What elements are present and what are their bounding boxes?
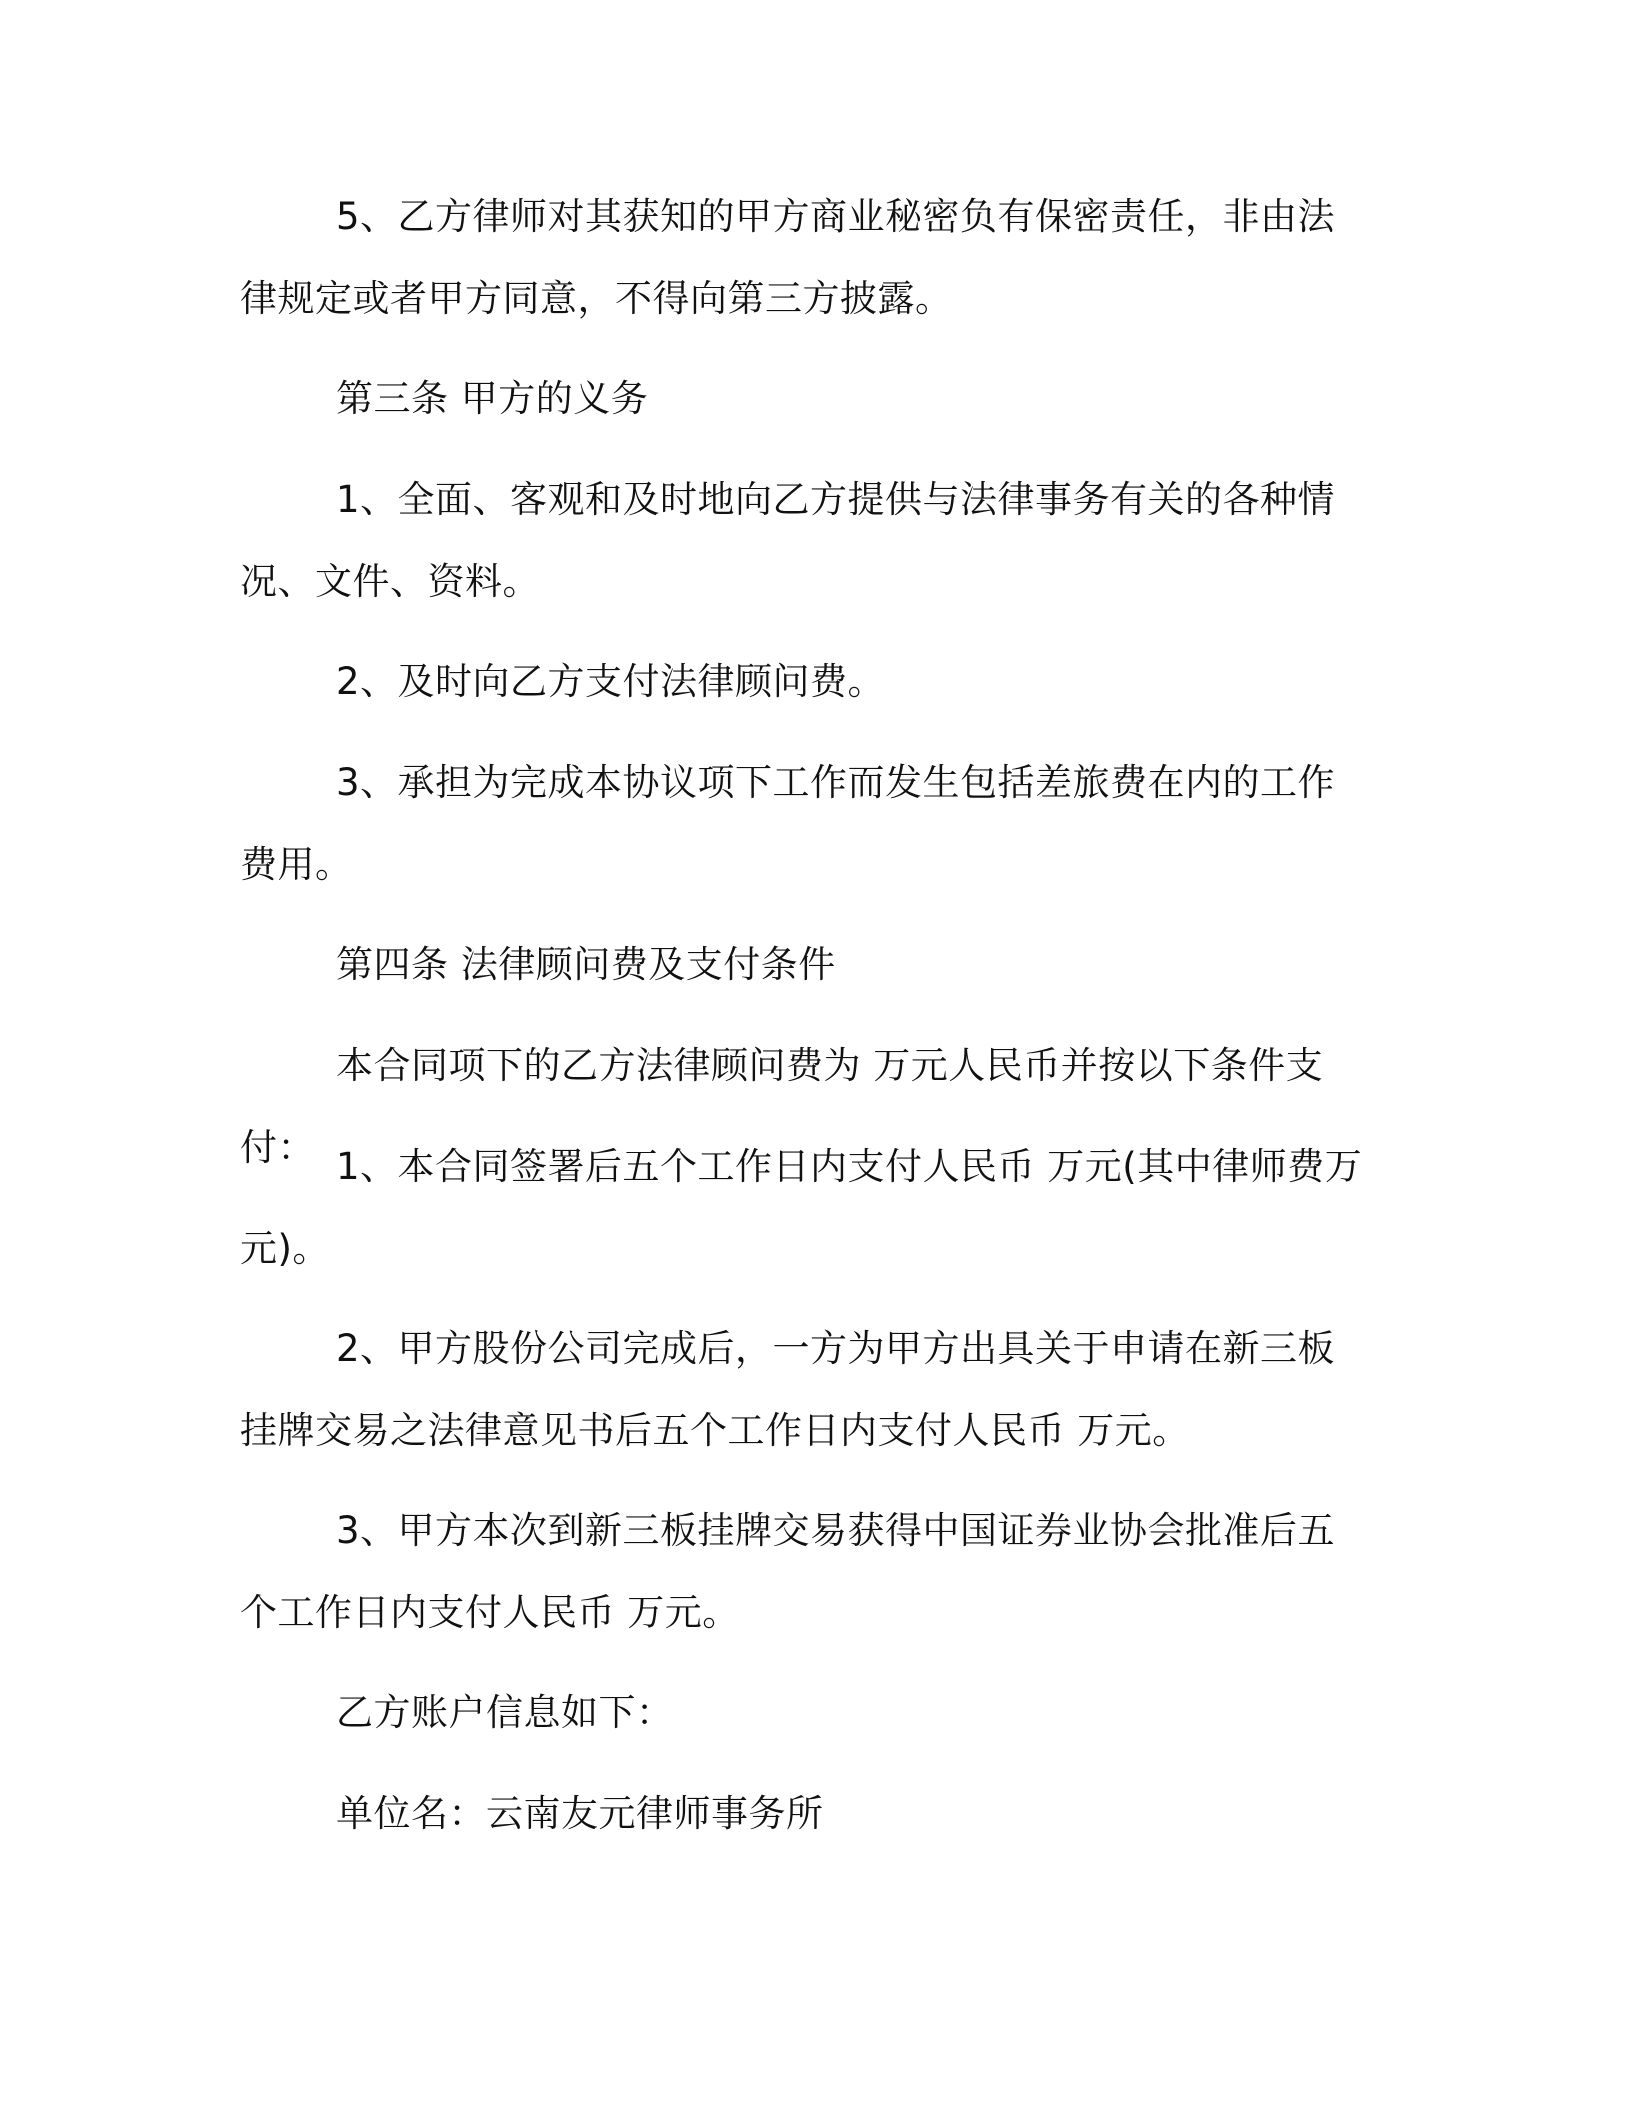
article-3-item-3: 3、承担为完成本协议项下工作而发生包括差旅费在内的工作费用。 [240,761,1336,886]
article-3-item-2: 2、及时向乙方支付法律顾问费。 [336,660,886,703]
account-info-label: 乙方账户信息如下： [336,1691,674,1734]
article-4-intro: 本合同项下的乙方法律顾问费为 万元人民币并按以下条件支付： [240,1044,1324,1169]
article-4-item-2: 2、甲方股份公司完成后，一方为甲方出具关于申请在新三板挂牌交易之法律意见书后五个工作日内支付人民币 万元。 [240,1327,1336,1452]
article-4-heading: 第四条 法律顾问费及支付条件 [336,943,836,986]
article-3-item-1: 1、全面、客观和及时地向乙方提供与法律事务有关的各种情况、文件、资料。 [240,478,1336,603]
clause-2-item-5: 5、乙方律师对其获知的甲方商业秘密负有保密责任，非由法律规定或者甲方同意，不得向第三方披露。 [240,195,1336,320]
article-4-item-1: 1、本合同签署后五个工作日内支付人民币 万元(其中律师费万元)。 [240,1145,1363,1270]
account-unit-name: 单位名：云南友元律师事务所 [336,1792,824,1835]
article-3-heading: 第三条 甲方的义务 [336,377,649,420]
article-4-item-3: 3、甲方本次到新三板挂牌交易获得中国证券业协会批准后五个工作日内支付人民币 万元。 [240,1509,1336,1634]
